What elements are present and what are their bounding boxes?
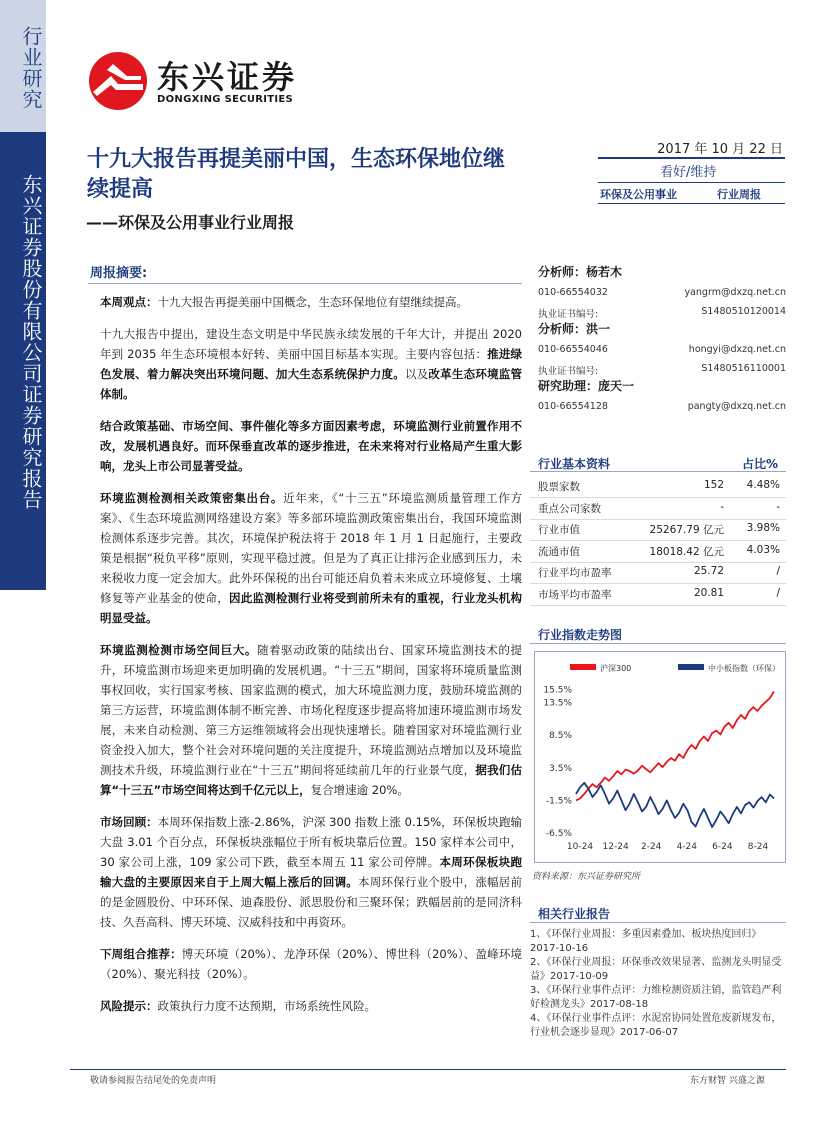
related-report-date: 2017-08-18 [590, 999, 649, 1010]
legend-label: 沪深300 [600, 664, 632, 673]
x-tick-label: 2-24 [640, 842, 662, 852]
para-report: 十九大报告中提出，建设生态文明是中华民族永续发展的千年大计，并提出 2020 年到 2035 年生态环境根本好转、美丽中国目标基本实现。主要内容包括：推进绿色发展、着力解决突出环境问题、加大生态系统保护力度。以及改革生态环境监管体制。 [100, 327, 523, 401]
rating-divider [598, 182, 785, 183]
industry-table-rule [530, 471, 786, 472]
tag-divider [598, 203, 785, 204]
chart-frame [535, 652, 786, 863]
analyst-3-name: 研究助理：庞天一 [538, 379, 635, 393]
row-value: 25.72 [693, 565, 724, 577]
related-report-item[interactable] [530, 956, 788, 984]
row-label: 市场平均市盈率 [538, 588, 612, 601]
analyst-2-contact: 010-66554046 hongyi@dxzq.net.cn [538, 344, 786, 355]
related-report-title: 4、《环保行业事件点评：水泥窑协同处置危废新规发布，行业机会逐步显现》 [530, 1013, 782, 1038]
series-line [576, 783, 774, 827]
y-tick-label: -1.5% [545, 796, 572, 807]
x-tick-label: 8-24 [747, 842, 769, 852]
industry-table-row [538, 562, 786, 583]
sidebar-category: 行业研究 [19, 26, 43, 110]
row-label: 重点公司家数 [538, 502, 601, 515]
y-tick-label: 15.5% [543, 685, 572, 696]
para-view-label: 本周观点： [100, 295, 158, 309]
row-value: 20.81 [693, 586, 724, 599]
x-tick-label: 6-24 [712, 842, 733, 852]
row-label: 行业平均市盈率 [538, 567, 612, 579]
row-value: 152 [703, 479, 724, 491]
row-value: 18018.42 亿元 [649, 545, 724, 558]
industry-table-row [538, 498, 786, 519]
row-label: 流通市值 [538, 545, 580, 558]
row-pct: 4.48% [746, 479, 780, 491]
chart-rule [530, 643, 786, 644]
related-report-date: 2017-10-16 [530, 943, 589, 954]
analyst-3-contact: 010-66554128 pangty@dxzq.net.cn [538, 401, 786, 412]
index-trend-chart [534, 651, 786, 863]
x-tick-label: 10-24 [566, 842, 594, 852]
related-report-item[interactable] [530, 984, 788, 1012]
rating-label: 看好/维持 [660, 165, 717, 180]
chart-source: 资料来源：东兴证券研究所 [532, 872, 641, 882]
summary-body [100, 292, 522, 1016]
analyst-1-contact: 010-66554032 yangrm@dxzq.net.cn [538, 287, 786, 298]
row-pct: 3.98% [746, 522, 780, 534]
y-tick-label: 3.5% [549, 763, 572, 774]
analyst-1-cert: 执业证书编号: S1480510120014 [538, 306, 786, 320]
y-tick-label: 8.5% [549, 731, 572, 742]
company-logo-icon [87, 50, 149, 116]
analyst-2-cert: 执业证书编号: S1480516110001 [538, 363, 786, 377]
related-heading: 相关行业报告 [538, 907, 611, 921]
row-label: 股票家数 [538, 481, 580, 493]
series-line [576, 692, 774, 801]
summary-rule [88, 283, 522, 284]
logo-english-name: DONGXING SECURITIES [157, 94, 294, 105]
footer-slogan: 东方财智 兴盛之源 [690, 1076, 765, 1086]
sector-tag: 环保及公用事业 [600, 188, 677, 201]
industry-table-row [538, 541, 786, 562]
row-pct: / [776, 586, 780, 599]
para-risk: 风险提示：政策执行力度不达预期，市场系统性风险。 [100, 999, 376, 1013]
report-title: 十九大报告再提美丽中国，生态环保地位继续提高 [87, 147, 506, 202]
y-tick-label: 13.5% [543, 698, 572, 709]
industry-table-row [538, 584, 786, 605]
row-pct: / [776, 565, 780, 577]
report-subtitle: ——环保及公用事业行业周报 [86, 213, 295, 232]
related-report-item[interactable] [530, 1012, 788, 1040]
industry-table-row [538, 519, 786, 540]
para-policy: 环境监测检测相关政策密集出台。近年来，《“十三五”环境监测质量管理工作方案》、《生态环境监测网络建设方案》等多部环境监测政策密集出台，我国环境监测检测体系逐步完善。其次，环境保护税法将于 2018 年 1 月 1 日起施行，主要政策是根据“税负平移”原则，实现平稳过渡。但是为了真正让排污企业感到压力，未来税收力度一定会加大。此外环保税的出台可能还肩负着未来成立环境修复、土壤修复等产业基金的使命，因此监测检测行业将受到前所未有的重视，行业龙头机构明显受益。 [100, 491, 522, 625]
industry-table-heading: 行业基本资料 [538, 457, 611, 471]
date-divider [598, 157, 785, 159]
related-report-date: 2017-06-07 [620, 1027, 679, 1038]
row-pct: - [776, 500, 780, 513]
footer-rule [70, 1069, 786, 1070]
legend-label: 中小板指数（环保） [708, 664, 780, 673]
industry-table-row [538, 476, 786, 497]
row-pct: 4.03% [746, 543, 780, 556]
x-tick-label: 4-24 [676, 842, 698, 852]
related-report-item[interactable] [530, 928, 788, 956]
row-value: 25267.79 亿元 [649, 524, 724, 536]
para-market-review: 市场回顾：本周环保指数上涨-2.86%，沪深 300 指数上涨 0.15%，环保板块跑输大盘 3.01 个百分点，环保板块涨幅位于所有板块靠后位置。150 家样本公司中，30 家公司上涨，109 家公司下跌，截至本周五 11 家公司停牌。本周环保板块跑输大盘的主要原因来自于上周大幅上涨后的回调。本周环保行业个股中，涨幅居前的是金圆股份、中环环保、迪森股份、派思股份和三聚环保；跌幅居前的是同济科技、久吾高科、博天环境、汉威科技和中再资环。 [100, 815, 523, 929]
related-report-title: 1、《环保行业周报：多重因素叠加、板块热度回归》 [530, 929, 762, 940]
logo-chinese-name: 东兴证券 [157, 58, 298, 96]
para-portfolio: 下周组合推荐：博天环境（20%）、龙净环保（20%）、博世科（20%）、盈峰环境（20%）、聚光科技（20%）。 [100, 947, 523, 981]
industry-table-pct-heading: 占比% [742, 457, 779, 471]
row-value: - [720, 500, 724, 513]
x-tick-label: 12-24 [602, 842, 629, 852]
legend-swatch [678, 664, 704, 670]
analyst-2-name: 分析师：洪一 [538, 322, 611, 336]
related-report-date: 2017-10-09 [550, 971, 609, 982]
sidebar-company: 东兴证券股份有限公司证券研究报告 [19, 174, 43, 510]
chart-heading: 行业指数走势图 [538, 628, 623, 642]
footer-disclaimer[interactable]: 敬请参阅报告结尾处的免责声明 [90, 1076, 217, 1086]
para-view: 本周观点：十九大报告再提美丽中国概念，生态环保地位有望继续提高。 [100, 295, 468, 309]
related-report-title: 3、《环保行业事件点评：力维检测资质注销，监管趋严利好检测龙头》 [530, 985, 782, 1010]
related-rule [530, 922, 786, 923]
report-date: 2017 年 10 月 22 日 [657, 142, 783, 157]
type-tag: 行业周报 [717, 188, 761, 201]
row-label: 行业市值 [538, 524, 580, 536]
para-conclusion: 结合政策基础、市场空间、事件催化等多方面因素考虑，环境监测行业前置作用不改，发展机遇良好。而环保垂直改革的逐步推进，在未来将对行业格局产生重大影响，龙头上市公司显著受益。 [100, 419, 522, 473]
related-report-title: 2、《环保行业周报：环保垂改效果显著、监测龙头明显受益》 [530, 957, 782, 982]
para-market-space: 环境监测检测市场空间巨大。随着驱动政策的陆续出台、国家环境监测技术的提升，环境监测市场迎来更加明确的发展机遇。“十三五”期间，国家将环境质量监测事权回收，实行国家考核、国家监测的模式，加大环境监测力度，鼓励环境监测的第三方运营，环境监测体制不断完善、市场化程度逐步提高将加速环境监测市场发展，未来自动检测、第三方运维领域将会出现快速增长。随着国家对环境监测行业资金投入加大，整个社会对环境问题的关注度提升，环境监测站点增加以及环境监测技术升级，环境监测行业在“十三五”期间将延续前几年的行业景气度，据我们估算“十三五”市场空间将达到千亿元以上，复合增速逾 20%。 [100, 643, 523, 797]
legend-swatch [570, 664, 596, 670]
analyst-1-name: 分析师：杨若木 [538, 265, 623, 279]
y-tick-label: -6.5% [545, 829, 572, 839]
summary-heading: 周报摘要: [90, 266, 148, 281]
industry-table-row-rule [530, 605, 786, 606]
